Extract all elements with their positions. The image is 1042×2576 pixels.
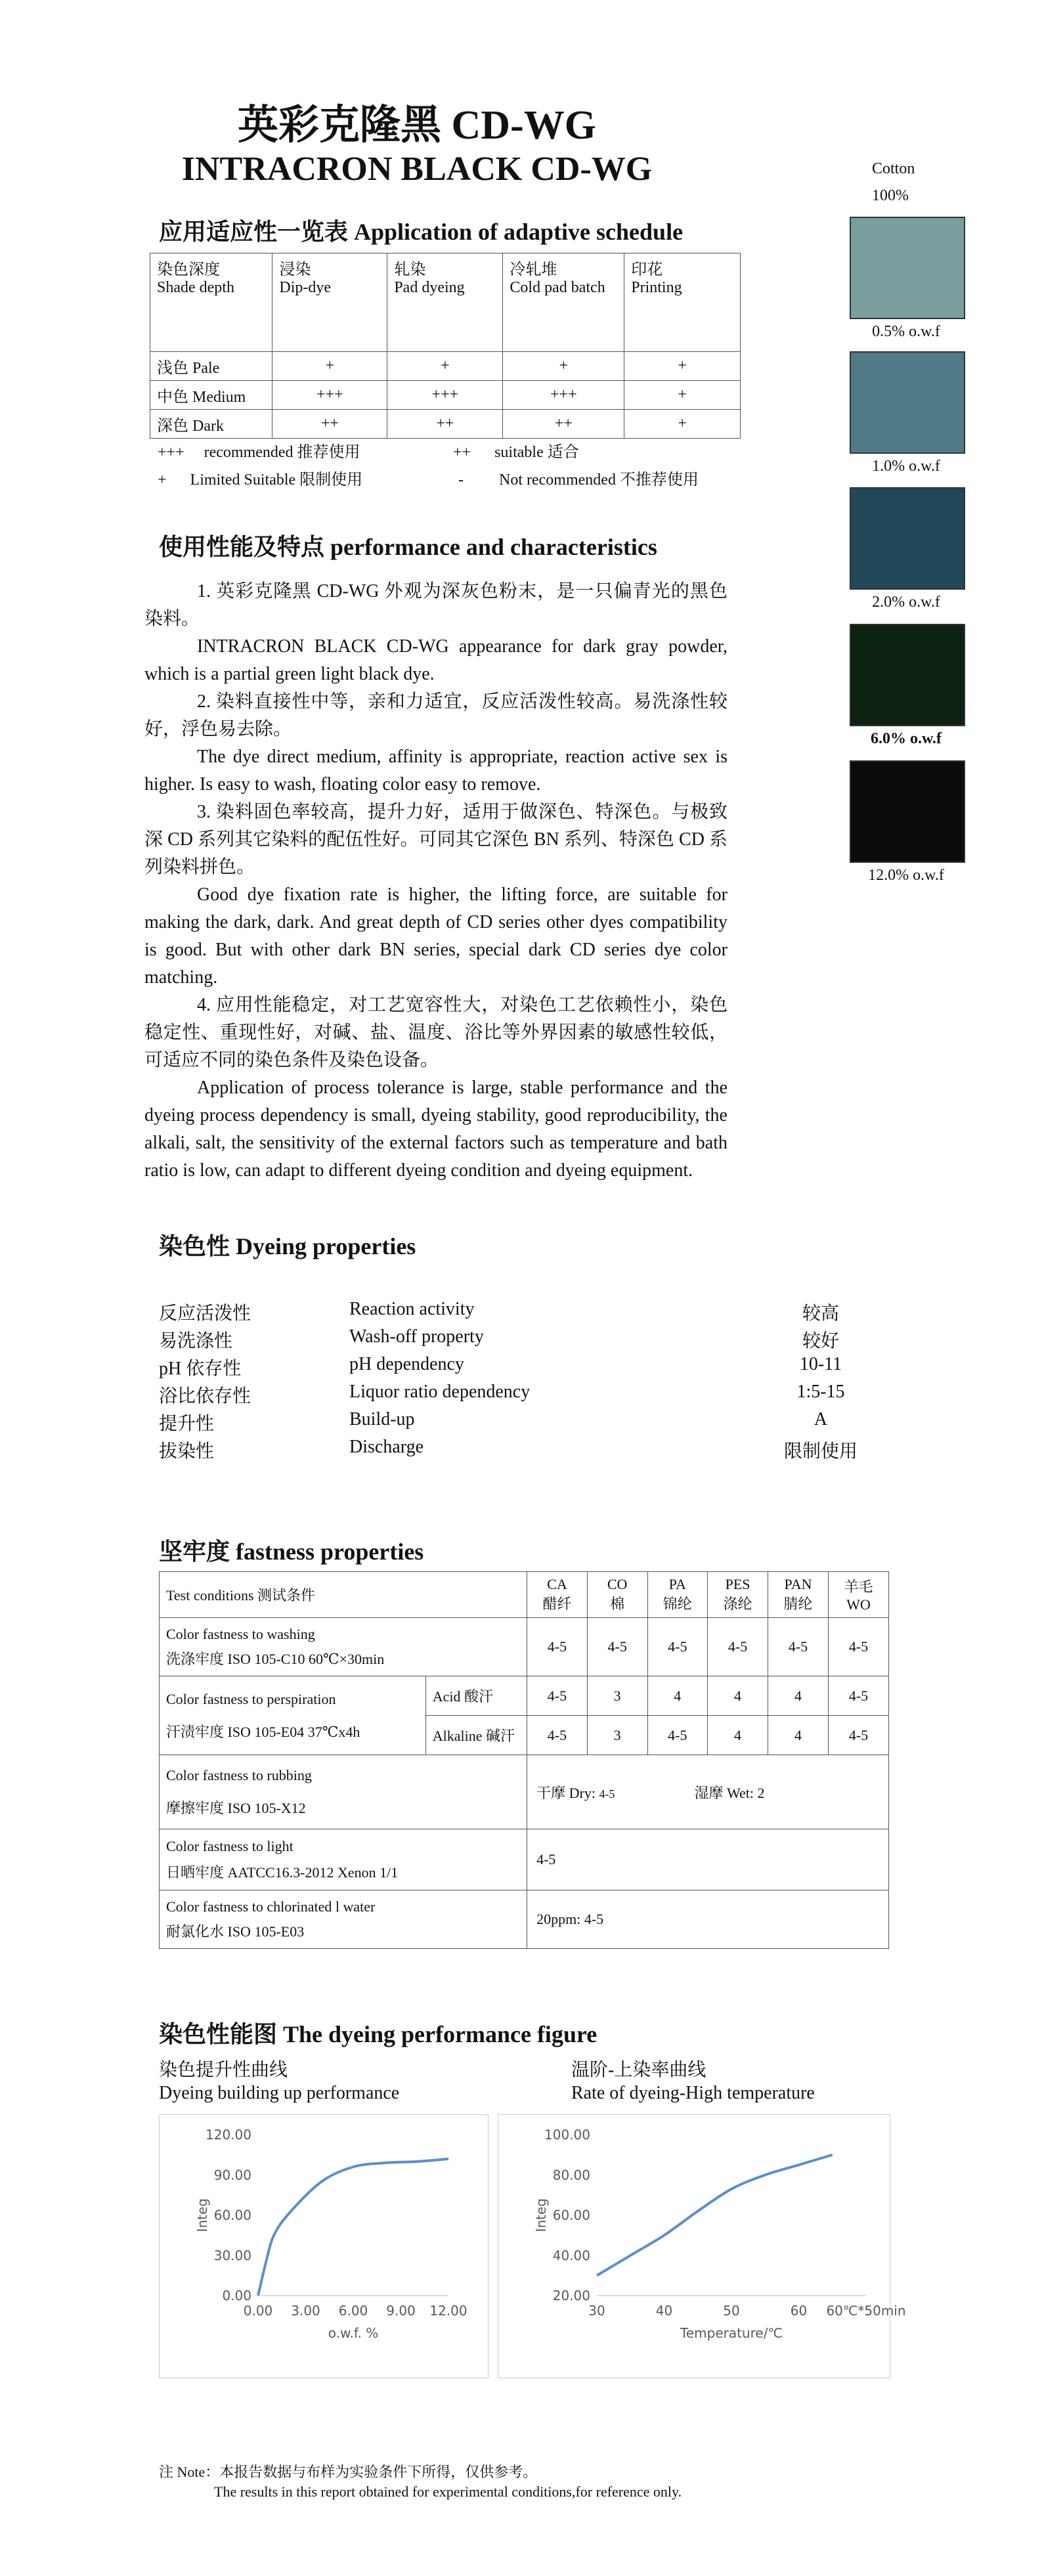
dyeing-property-en: Liquor ratio dependency	[349, 1382, 531, 1402]
title-en: INTRACRON BLACK CD-WG	[181, 150, 653, 188]
swatch-label: 12.0% o.w.f	[868, 867, 944, 884]
swatch-label: 6.0% o.w.f	[871, 730, 942, 747]
figure-heading: 染色性能图 The dyeing performance figure	[159, 2021, 597, 2047]
series-line	[258, 2159, 448, 2296]
x-tick-label: 50	[723, 2303, 740, 2319]
swatch-label: 1.0% o.w.f	[872, 458, 940, 475]
dyeing-property-value: 较高	[802, 1303, 839, 1324]
col-shade-depth: 染色深度 Shade depth	[150, 253, 272, 352]
dyeing-property-en: Build-up	[349, 1409, 415, 1430]
temperature-chart	[498, 2114, 906, 2378]
x-tick-label: 60	[790, 2303, 808, 2319]
table-row: 深色 Dark ++ ++ ++ +	[150, 410, 741, 439]
x-tick-label: 60℃*50min	[826, 2303, 906, 2319]
color-swatch	[850, 760, 965, 863]
y-tick-label: 60.00	[213, 2207, 251, 2223]
note-cn: 注 Note：本报告数据与布样为实验条件下所得，仅供参考。	[159, 2464, 538, 2480]
col-pad-dyeing: 轧染 Pad dyeing	[387, 253, 503, 352]
application-heading: 应用适应性一览表 Application of adaptive schedule	[159, 219, 684, 245]
swatch-label: 0.5% o.w.f	[872, 323, 940, 340]
x-axis-label: o.w.f. %	[328, 2325, 379, 2341]
dyeing-property-cn: pH 依存性	[159, 1359, 242, 1379]
y-tick-label: 20.00	[552, 2288, 590, 2303]
performance-heading: 使用性能及特点 performance and characteristics	[159, 534, 657, 560]
y-tick-label: 0.00	[222, 2288, 251, 2303]
x-tick-label: 30	[588, 2303, 605, 2319]
fastness-heading: 坚牢度 fastness properties	[159, 1539, 424, 1565]
table-row: Color fastness to light 日晒牢度 AATCC16.3-2012 Xenon 1/1 4-5	[160, 1829, 889, 1890]
y-tick-label: 30.00	[213, 2247, 251, 2263]
legend-not-recommended: - Not recommended 不推荐使用	[458, 471, 699, 489]
color-swatch	[850, 487, 965, 590]
application-table	[150, 253, 741, 439]
x-axis-label: Temperature/℃	[680, 2325, 783, 2341]
x-tick-label: 3.00	[291, 2303, 320, 2319]
col-cold-pad-batch: 冷轧堆 Cold pad batch	[503, 253, 624, 352]
x-tick-label: 0.00	[243, 2303, 273, 2319]
dyeing-property-value: 1:5-15	[796, 1382, 845, 1402]
dyeing-property-value: 10-11	[799, 1354, 842, 1374]
dyeing-property-en: Discharge	[349, 1437, 423, 1457]
y-tick-label: 120.00	[206, 2127, 251, 2143]
table-row: 中色 Medium +++ +++ +++ +	[150, 381, 741, 410]
fiber-percent: 100%	[872, 187, 909, 204]
dyeing-property-en: pH dependency	[349, 1354, 464, 1374]
color-swatch	[850, 217, 965, 319]
dyeing-property-cn: 提升性	[159, 1414, 215, 1434]
table-row: Color fastness to perspiration 汗渍牢度 ISO 105-E04 37℃x4h Acid 酸汗 4-5 3 4 4 4 4-5	[160, 1676, 889, 1716]
fiber-label: Cotton	[872, 160, 915, 177]
series-line	[597, 2155, 833, 2276]
swatch-label: 2.0% o.w.f	[872, 594, 940, 611]
table-row: Alkaline 碱汗 4-5 3 4-5 4 4 4-5	[160, 1716, 889, 1755]
x-tick-label: 6.00	[338, 2303, 368, 2319]
title-cn: 英彩克隆黑 CD-WG	[238, 103, 596, 148]
col-printing: 印花 Printing	[624, 253, 741, 352]
y-tick-label: 100.00	[544, 2127, 590, 2143]
dyeing-property-en: Reaction activity	[349, 1299, 475, 1319]
dyeing-property-en: Wash-off property	[349, 1326, 484, 1347]
right-chart-title-en: Rate of dyeing-High temperature	[571, 2083, 815, 2103]
table-row: Color fastness to washing 洗涤牢度 ISO 105-C10 60℃×30min 4-5 4-5 4-5 4-5 4-5 4-5	[160, 1618, 889, 1676]
x-tick-label: 40	[655, 2303, 673, 2319]
fastness-table: Test conditions 测试条件 CA 醋纤 CO 棉 PA 锦纶 PES 涤纶 PAN 腈纶 羊毛 WO Color fastness to washing 洗涤牢度 ISO 105-C10 60℃×30min 4-5 4-5 4-5 4-5 4-5 4-5 Color fastness to perspiration 汗渍牢度 ISO 105-E04 37℃x4h Acid 酸汗 4-5 3 4 4 4 4-5 Alkaline 碱汗 4-5 3 4-5 4 4 4-5 Color fastness to rubbing 摩擦牢度 ISO 105-X12 干摩 Dry: 4-5 湿摩 Wet: 2 Color fastness to light 日晒牢度 AATCC16.3-2012 Xenon 1/1 4-5 Color fastness to chlorinated l water 耐氯化水 ISO 105-E03 20ppm: 4-5	[159, 1571, 889, 1949]
y-axis-label: Integ	[194, 2198, 210, 2233]
dyeing-property-cn: 拔染性	[159, 1441, 215, 1462]
y-tick-label: 60.00	[552, 2207, 590, 2223]
y-tick-label: 40.00	[552, 2247, 590, 2263]
right-chart-title-cn: 温阶-上染率曲线	[571, 2060, 706, 2080]
legend-limited: + Limited Suitable 限制使用	[158, 471, 363, 489]
buildup-chart	[159, 2114, 488, 2378]
x-tick-label: 12.00	[429, 2303, 467, 2319]
dyeing-property-value: 限制使用	[783, 1441, 857, 1462]
dyeing-heading: 染色性 Dyeing properties	[159, 1233, 416, 1259]
y-axis-label: Integ	[533, 2198, 549, 2233]
dyeing-property-value: 较好	[802, 1331, 839, 1351]
table-row: Color fastness to chlorinated l water 耐氯化水 ISO 105-E03 20ppm: 4-5	[160, 1890, 889, 1949]
left-chart-title-en: Dyeing building up performance	[159, 2083, 400, 2103]
dyeing-property-value: A	[814, 1409, 828, 1430]
y-tick-label: 90.00	[213, 2167, 251, 2183]
dyeing-property-cn: 易洗涤性	[159, 1331, 233, 1351]
table-row: 浅色 Pale + + + +	[150, 352, 741, 381]
performance-text: 1. 英彩克隆黑 CD-WG 外观为深灰色粉末，是一只偏青光的黑色染料。 INTRACRON BLACK CD-WG appearance for dark gray powder, which is a partial green light black dye. 2. 染料直接性中等，亲和力适宜，反应活泼性较高。易洗涤性较好，浮色易去除。 The dye direct medium, affinity is appropriate, reaction active sex is higher. Is easy to wash, floating color easy to remove. 3. 染料固色率较高，提升力好，适用于做深色、特深色。与极致深 CD 系列其它染料的配伍性好。可同其它深色 BN 系列、特深色 CD 系列染料拼色。 Good dye fixation rate is higher, the lifting force, are suitable for making the dark, dark. And great depth of CD series other dyes compatibility is good. But with other dark BN series, special dark CD series dye color matching. 4. 应用性能稳定，对工艺宽容性大，对染色工艺依赖性小，染色稳定性、重现性好，对碱、盐、温度、浴比等外界因素的敏感性较低，可适应不同的染色条件及染色设备。 Application of process tolerance is large, stable performance and the dyeing process dependency is small, dyeing stability, good reproducibility, the alkali, salt, the sensitivity of the external factors such as temperature and bath ratio is low, can adapt to different dyeing condition and dyeing equipment.	[144, 581, 727, 1181]
legend-recommended: +++ recommended 推荐使用	[158, 444, 360, 461]
color-swatch	[850, 624, 965, 726]
table-row: Color fastness to rubbing 摩擦牢度 ISO 105-X12 干摩 Dry: 4-5 湿摩 Wet: 2	[160, 1755, 889, 1829]
legend-suitable: ++ suitable 适合	[453, 444, 579, 461]
dyeing-property-cn: 浴比依存性	[159, 1386, 251, 1407]
color-swatch	[850, 351, 965, 454]
dyeing-property-cn: 反应活泼性	[159, 1303, 251, 1324]
note-en: The results in this report obtained for experimental conditions,for reference only.	[214, 2483, 682, 2500]
y-tick-label: 80.00	[552, 2167, 590, 2183]
col-dip-dye: 浸染 Dip-dye	[272, 253, 387, 352]
left-chart-title-cn: 染色提升性曲线	[159, 2060, 288, 2080]
x-tick-label: 9.00	[386, 2303, 416, 2319]
fastness-header-label: Test conditions 测试条件	[160, 1572, 527, 1618]
